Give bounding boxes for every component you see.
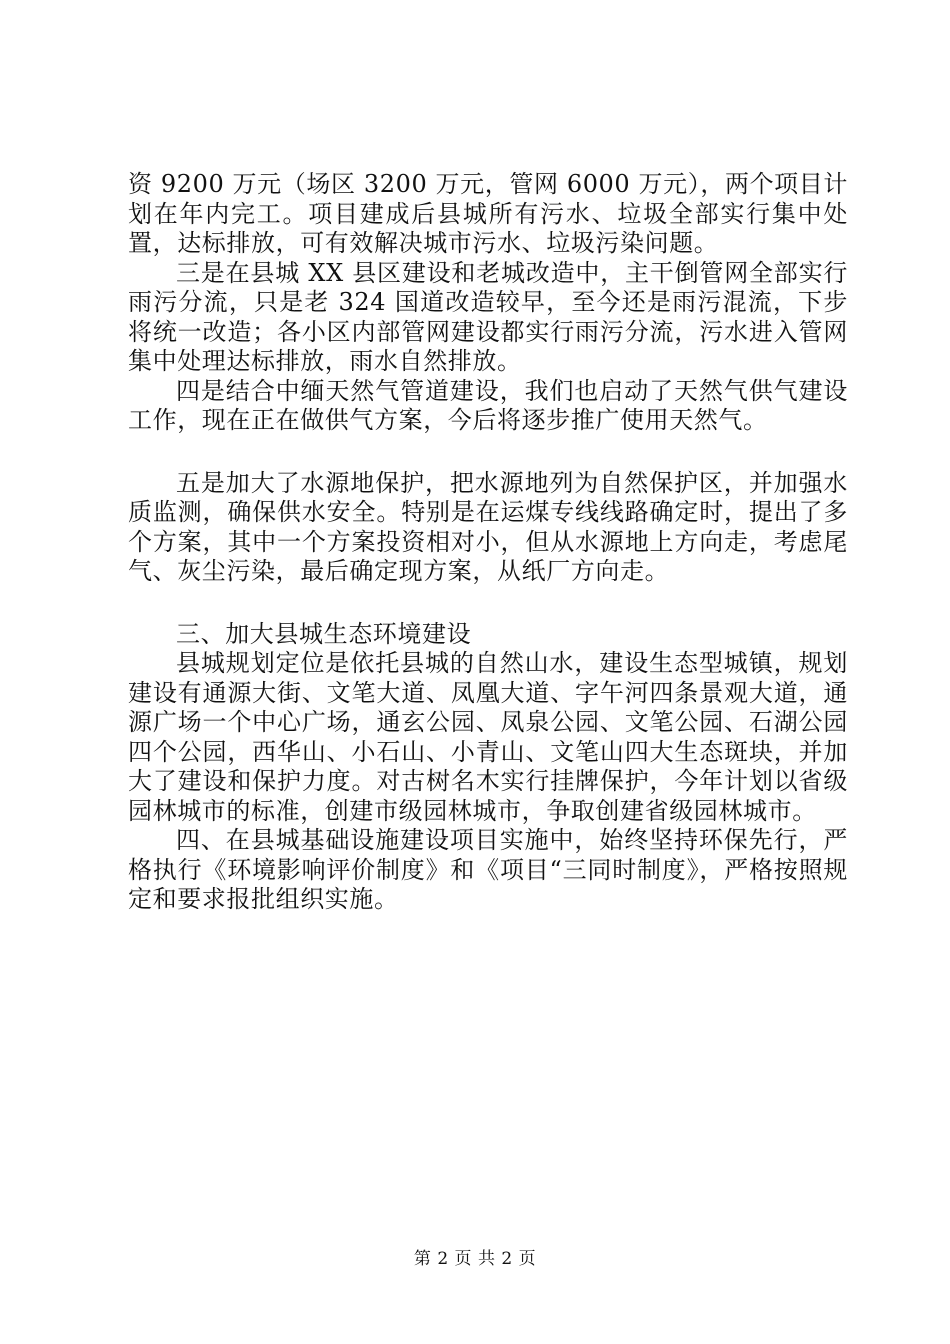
- paragraph-natural-gas: 四是结合中缅天然气管道建设，我们也启动了天然气供气建设工作，现在正在做供气方案，今后将逐步推广使用天然气。: [128, 376, 848, 434]
- paragraph-gap: [128, 587, 848, 620]
- paragraph-water-source: 五是加大了水源地保护，把水源地列为自然保护区，并加强水质监测，确保供水安全。特别是在运煤专线线路确定时，提出了多个方案，其中一个方案投资相对小，但从水源地上方向走，考虑尾气、灰尘污染，最后确定现方案，从纸厂方向走。: [128, 468, 848, 585]
- paragraph-rain-sewage-separation: 三是在县城 XX 县区建设和老城改造中，主干倒管网全部实行雨污分流，只是老 324 国道改造较早，至今还是雨污混流，下步将统一改造；各小区内部管网建设都实行雨污分流，污水进入管网集中处理达标排放，雨水自然排放。: [128, 258, 848, 375]
- document-body: [128, 170, 848, 915]
- page-footer: 第 2 页 共 2 页: [413, 1249, 537, 1269]
- section-heading-ecology: 三、加大县城生态环境建设: [176, 619, 472, 648]
- paragraph-investment: 资 9200 万元（场区 3200 万元，管网 6000 万元），两个项目计划在年内完工。项目建成后县城所有污水、垃圾全部实行集中处置，达标排放，可有效解决城市污水、垃圾污染问题。: [128, 170, 848, 257]
- paragraph-ecology-planning: 县城规划定位是依托县城的自然山水，建设生态型城镇，规划建设有通源大街、文笔大道、凤凰大道、字午河四条景观大道，通源广场一个中心广场，通玄公园、凤泉公园、文笔公园、石湖公园四个公园，西华山、小石山、小青山、文笔山四大生态斑块，并加大了建设和保护力度。对古树名木实行挂牌保护，今年计划以省级园林城市的标准，创建市级园林城市，争取创建省级园林城市。: [128, 649, 848, 825]
- paragraph-gap: [128, 436, 848, 469]
- paragraph-environmental-protection: 四、在县城基础设施建设项目实施中，始终坚持环保先行，严格执行《环境影响评价制度》和《项目“三同时制度》，严格按照规定和要求报批组织实施。: [128, 826, 848, 913]
